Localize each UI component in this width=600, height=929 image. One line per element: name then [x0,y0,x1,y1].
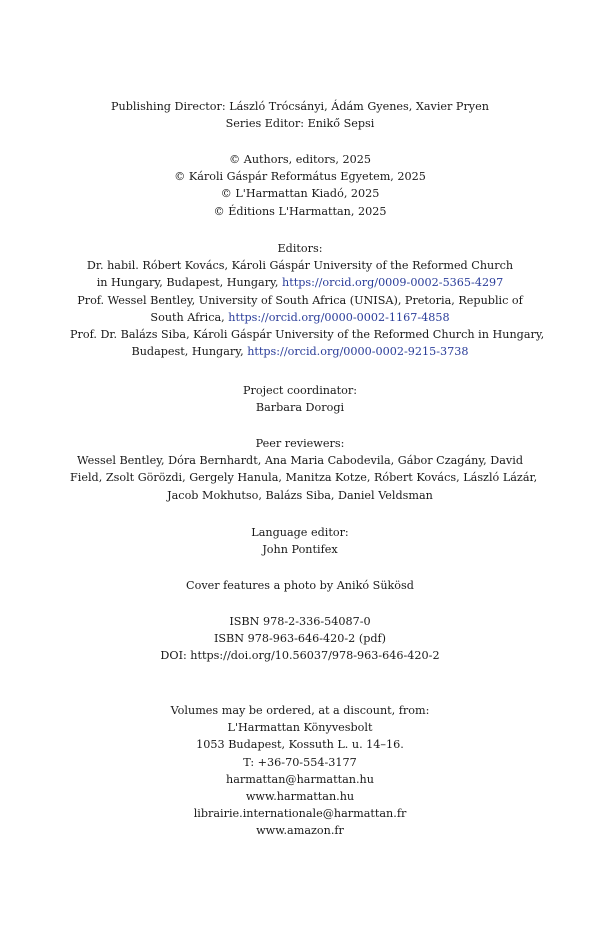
isbn-pdf: ISBN 978-963-646-420-2 (pdf) [213,632,387,646]
copyright-line: © L'Harmattan Kiadó, 2025 [220,187,380,201]
bookshop-email: harmattan@harmattan.hu [226,772,374,786]
bookshop-website: www.harmattan.hu [245,790,355,804]
ordering-intro: Volumes may be ordered, at a discount, from: [170,704,430,717]
editor-1-location [70,274,530,291]
editor-3-affiliation: Prof. Dr. Balázs Siba, Károli Gáspár University of the Reformed Church in Hungary, [70,328,545,342]
editors-block [70,240,545,360]
editor-3-location [70,343,530,360]
language-editor-name: John Pontifex [262,543,338,557]
cover-credit: Cover features a photo by Anikó Sükösd [186,579,414,592]
project-coordinator-block [70,382,530,416]
identifiers-block [70,613,530,665]
copyright-block [70,151,530,220]
editor-3-location-text: Budapest, Hungary, [131,345,248,359]
language-editor-heading: Language editor: [251,526,349,539]
editor-2-location-text: South Africa, [150,310,229,324]
doi: DOI: https://doi.org/10.56037/978-963-646-420-2 [160,649,440,663]
amazon-website: www.amazon.fr [256,824,344,838]
editor-2-orcid-link[interactable]: https://orcid.org/0000-0002-1167-4858 [228,310,450,324]
series-editor: Series Editor: Enikő Sepsi [225,117,375,131]
ordering-block [70,702,530,840]
peer-reviewers-heading: Peer reviewers: [255,437,345,450]
peer-reviewers-line: Wessel Bentley, Dóra Bernhardt, Ana Maria Cabodevila, Gábor Czagány, David [77,454,523,468]
cover-credit-block [70,577,530,594]
bookshop-address: 1053 Budapest, Kossuth L. u. 14–16. [196,738,404,752]
editor-2-affiliation: Prof. Wessel Bentley, University of South Africa (UNISA), Pretoria, Republic of [77,293,523,307]
copyright-line: © Károli Gáspár Református Egyetem, 2025 [174,170,426,184]
bookshop-phone: T: +36-70-554-3177 [243,755,357,769]
editor-3-orcid-link[interactable]: https://orcid.org/0000-0002-9215-3738 [247,345,469,359]
project-coordinator-name: Barbara Dorogi [255,401,345,415]
editor-1-location-text: in Hungary, Budapest, Hungary, [96,276,282,290]
bookshop-name: L'Harmattan Könyvesbolt [227,721,373,735]
publishing-director: Publishing Director: László Trócsányi, Ádám Gyenes, Xavier Pryen [111,100,489,113]
project-coordinator-heading: Project coordinator: [242,384,358,397]
copyright-line: © Authors, editors, 2025 [229,153,371,166]
peer-reviewers-line: Jacob Mokhutso, Balázs Siba, Daniel Veldsman [167,488,433,502]
peer-reviewers-line: Field, Zsolt Görözdi, Gergely Hanula, Manitza Kotze, Róbert Kovács, László Lázár, [70,471,538,485]
isbn-print: ISBN 978-2-336-54087-0 [229,615,371,628]
copyright-line: © Éditions L'Harmattan, 2025 [213,204,387,218]
publishing-block [70,98,530,132]
editors-heading: Editors: [277,242,323,255]
peer-reviewers-block [70,435,538,504]
language-editor-block [70,524,530,558]
editor-1-affiliation: Dr. habil. Róbert Kovács, Károli Gáspár University of the Reformed Church [86,259,514,273]
editor-1-orcid-link[interactable]: https://orcid.org/0009-0002-5365-4297 [282,276,504,290]
international-email: librairie.internationale@harmattan.fr [193,807,407,821]
editor-2-location [70,309,530,326]
